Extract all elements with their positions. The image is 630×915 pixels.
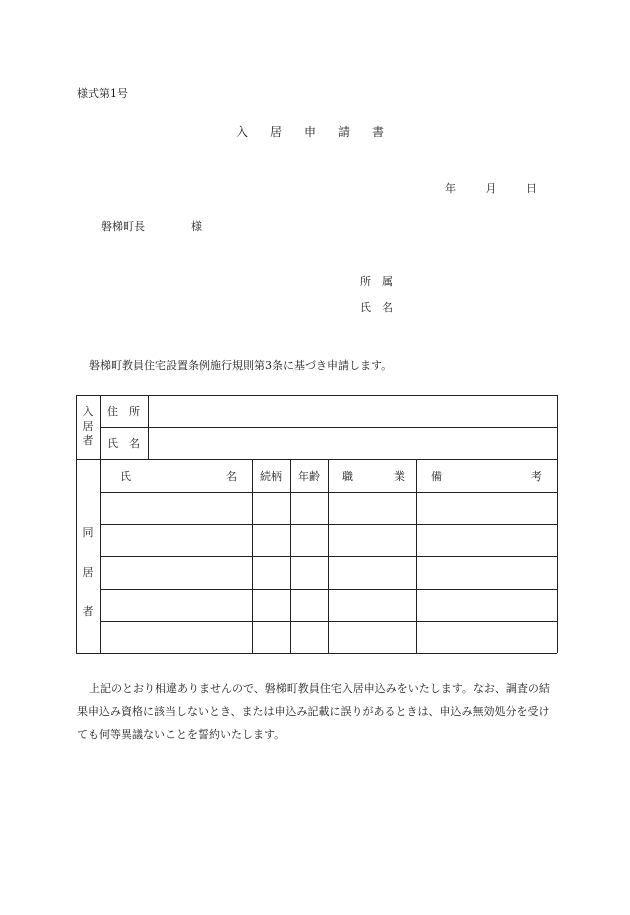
col-name-right: 名	[226, 469, 237, 483]
date-line	[445, 180, 537, 196]
resident-name-label: 氏 名	[107, 437, 140, 450]
form-number: 様式第1号	[77, 87, 128, 100]
address-field[interactable]	[149, 396, 556, 427]
col-relationship: 続柄	[260, 469, 282, 483]
col-occupation-left: 職	[342, 469, 353, 483]
cohabitants-header: 同 居 者	[82, 526, 94, 619]
document-title: 入居申請書	[235, 125, 406, 139]
date-day: 日	[526, 182, 537, 195]
col-name-left: 氏	[120, 469, 131, 483]
addressee-honorific: 様	[191, 220, 202, 233]
intro-text: 磐梯町教員住宅設置条例施行規則第3条に基づき申請します。	[89, 359, 393, 372]
address-label: 住 所	[107, 405, 140, 418]
closing-statement: 上記のとおり相違ありませんので、磐梯町教員住宅入居申込みをいたします。なお、調査の結果申込み資格に該当しないとき、または申込み記載に誤りがあるときは、申込み無効処分を受けても何等異議ないことを誓約いたします。	[77, 682, 550, 741]
addressee-name: 磐梯町長	[101, 220, 145, 233]
col-occupation-right: 業	[394, 469, 405, 483]
addressee	[101, 218, 202, 234]
col-remarks-right: 考	[531, 469, 542, 483]
date-month: 月	[485, 182, 497, 195]
col-age: 年齢	[298, 469, 320, 483]
resident-name-field[interactable]	[149, 428, 556, 459]
resident-header: 入 居 者	[82, 404, 94, 448]
affiliation-label: 所 属	[360, 275, 393, 288]
date-year: 年	[445, 182, 456, 195]
application-table	[76, 395, 557, 653]
col-remarks-left: 備	[431, 469, 442, 483]
applicant-name-label: 氏 名	[360, 301, 393, 314]
